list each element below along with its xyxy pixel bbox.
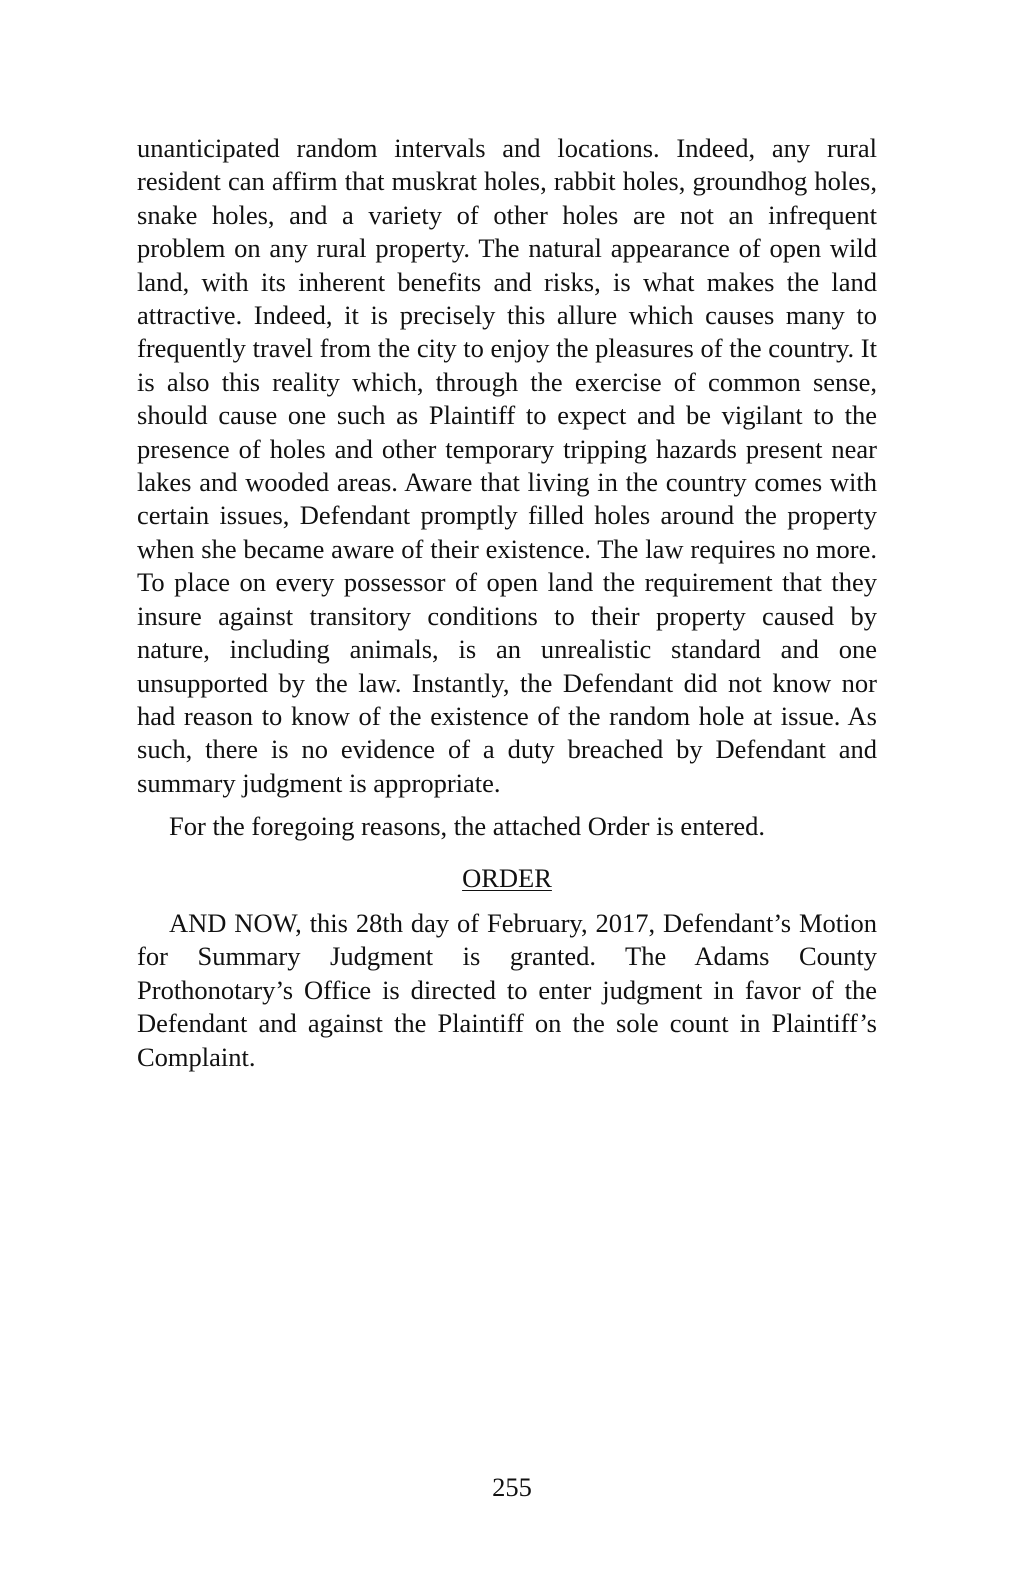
document-page: [137, 132, 877, 1074]
page-number: 255: [492, 1472, 532, 1502]
closing-paragraph: For the foregoing reasons, the attached Order is entered.: [169, 811, 766, 842]
order-heading: ORDER: [462, 862, 552, 893]
order-text: AND NOW, this 28th day of February, 2017, Defendant’s Motion for Summary Judgment is granted. The Adams County Prothonotary’s Office is directed to enter judgment in favor of the Defendant and against the Plaintiff on the sole count in Plaintiff’s Complaint.: [137, 907, 877, 1072]
continuation-paragraph: unanticipated random intervals and locations. Indeed, any rural resident can affirm that muskrat holes, rabbit holes, groundhog holes, snake holes, and a variety of other holes are not an infrequent problem on any rural property. The natural appearance of open wild land, with its inherent benefits and risks, is what makes the land attractive. Indeed, it is precisely this allure which causes many to frequently travel from the city to enjoy the pleasures of the country. It is also this reality which, through the exercise of common sense, should cause one such as Plaintiff to expect and be vigilant to the presence of holes and other temporary tripping hazards present near lakes and wooded areas. Aware that living in the country comes with certain issues, Defendant promptly filled holes around the property when she became aware of their existence. The law requires no more. To place on every possessor of open land the requirement that they insure against transitory conditions to their property caused by nature, including animals, is an unrealistic standard and one unsupported by the law. Instantly, the Defendant did not know nor had reason to know of the existence of the random hole at issue. As such, there is no evidence of a duty breached by Defendant and summary judgment is appropriate.: [137, 133, 877, 798]
